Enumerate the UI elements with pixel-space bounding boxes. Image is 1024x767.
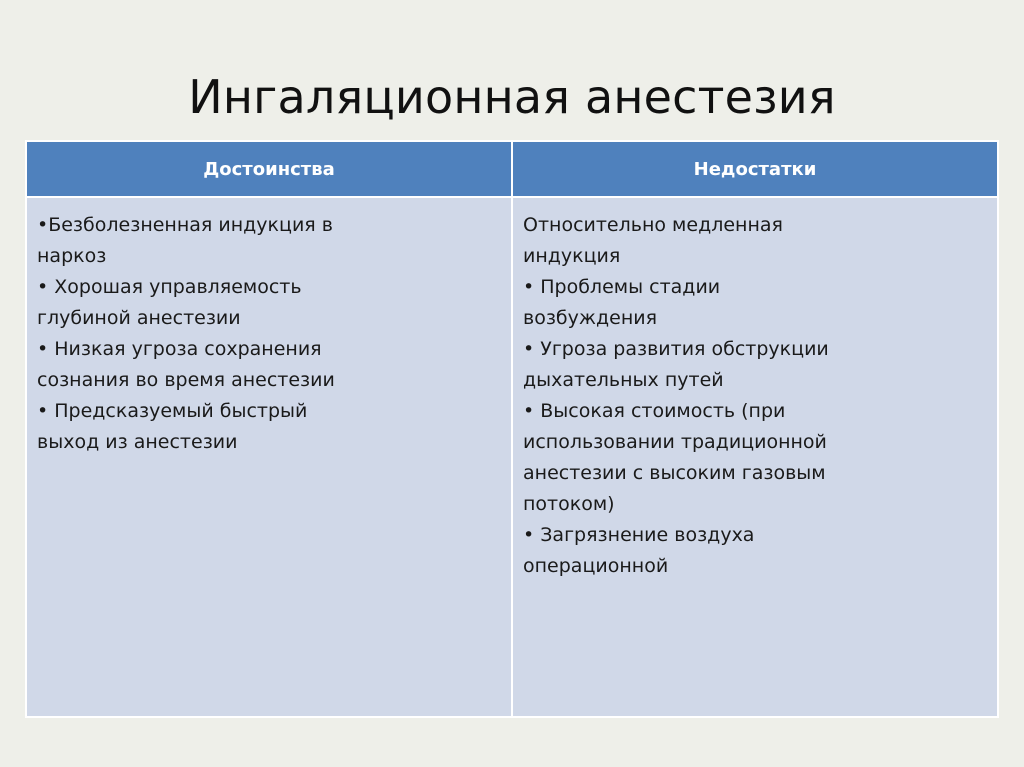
advantages-cell	[26, 197, 512, 717]
disadvantages-line: • Высокая стоимость (при	[523, 400, 786, 422]
advantages-line: • Предсказуемый быстрый	[37, 400, 308, 422]
disadvantages-line: анестезии с высоким газовым	[523, 462, 826, 484]
disadvantages-line: операционной	[523, 555, 669, 577]
table-header-row	[26, 141, 998, 197]
disadvantages-line: • Загрязнение воздуха	[523, 524, 755, 546]
advantages-line: выход из анестезии	[37, 431, 238, 453]
advantages-line: • Хорошая управляемость	[37, 276, 302, 298]
header-disadvantages: Недостатки	[512, 141, 998, 197]
header-advantages: Достоинства	[26, 141, 512, 197]
disadvantages-line: индукция	[523, 245, 621, 267]
disadvantages-line: • Угроза развития обструкции	[523, 338, 829, 360]
comparison-table	[25, 140, 999, 718]
slide-title: Ингаляционная анестезия	[188, 70, 836, 124]
disadvantages-line: потоком)	[523, 493, 615, 515]
advantages-line: глубиной анестезии	[37, 307, 241, 329]
disadvantages-list	[513, 198, 997, 582]
disadvantages-line: Относительно медленная	[523, 214, 783, 236]
advantages-line: •Безболезненная индукция в	[37, 214, 333, 236]
disadvantages-line: использовании традиционной	[523, 431, 827, 453]
advantages-list	[27, 198, 511, 458]
disadvantages-line: • Проблемы стадии	[523, 276, 721, 298]
advantages-line: • Низкая угроза сохранения	[37, 338, 322, 360]
advantages-line: сознания во время анестезии	[37, 369, 335, 391]
table-body-row	[26, 197, 998, 717]
disadvantages-line: возбуждения	[523, 307, 658, 329]
disadvantages-cell	[512, 197, 998, 717]
disadvantages-line: дыхательных путей	[523, 369, 724, 391]
advantages-line: наркоз	[37, 245, 107, 267]
